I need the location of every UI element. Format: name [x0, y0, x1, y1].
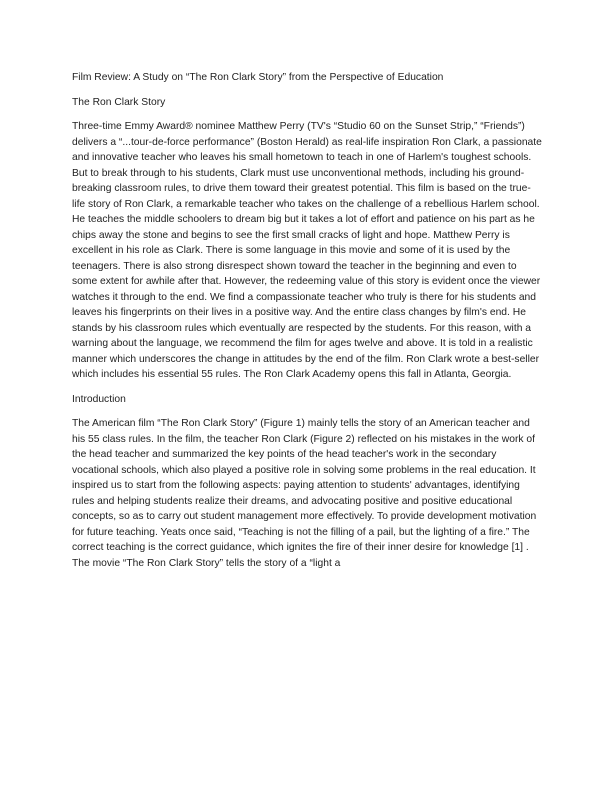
document-page: [72, 70, 542, 580]
document-title: Film Review: A Study on “The Ron Clark Story” from the Perspective of Education: [72, 72, 444, 83]
review-paragraph: Three-time Emmy Award® nominee Matthew Perry (TV's “Studio 60 on the Sunset Strip,” “Friends”) delivers a “...tour-de-force performance” (Boston Herald) as real-life inspiration Ron Clark, a passionate and innovative teacher who leaves his small hometown to teach in one of Harlem's toughest schools. But to break through to his students, Clark must use unconventional methods, including his ground-breaking classroom rules, to drive them toward their greatest potential. This film is based on the true-life story of Ron Clark, a remarkable teacher who takes on the challenge of a rebellious Harlem school. He teaches the middle schoolers to dream big but it takes a lot of effort and patience on his part as he chips away the stone and begins to see the first small cracks of light and hope. Matthew Perry is excellent in his role as Clark. There is some language in this movie and some of it is used by the teenagers. There is also strong disrespect shown toward the teacher in the beginning and even to some extent for awhile after that. However, the redeeming value of this story is evident once the viewer watches it through to the end. We find a compassionate teacher who truly is there for his students and leaves his fingerprints on their lives in a positive way. And the entire class changes by film's end. He stands by his classroom rules which eventually are respected by the students. For this reason, with a warning about the language, we recommend the film for ages twelve and above. It is told in a realistic manner which underscores the change in attitudes by the end of the film. Ron Clark wrote a best-seller which includes his essential 55 rules. The Ron Clark Academy opens this fall in Atlanta, Georgia.: [72, 121, 542, 380]
section-heading-introduction: Introduction: [72, 393, 126, 405]
section-heading-ron-clark-story: The Ron Clark Story: [72, 96, 166, 108]
introduction-paragraph: The American film “The Ron Clark Story” (Figure 1) mainly tells the story of an American teacher and his 55 class rules. In the film, the teacher Ron Clark (Figure 2) reflected on his mistakes in the work of the head teacher and summarized the key points of the head teacher's work in the secondary vocational schools, which also played a positive role in solving some problems in the real education. It inspired us to start from the following aspects: paying attention to students' advantages, identifying rules and helping students realize their dreams, and advocating positive and positive educational concepts, so as to carry out student management more effectively. To provide development motivation for future teaching. Yeats once said, “Teaching is not the filling of a pail, but the lighting of a fire.” The correct teaching is the correct guidance, which ignites the fire of their inner desire for knowledge [1] . The movie “The Ron Clark Story” tells the story of a “light a: [72, 418, 537, 569]
